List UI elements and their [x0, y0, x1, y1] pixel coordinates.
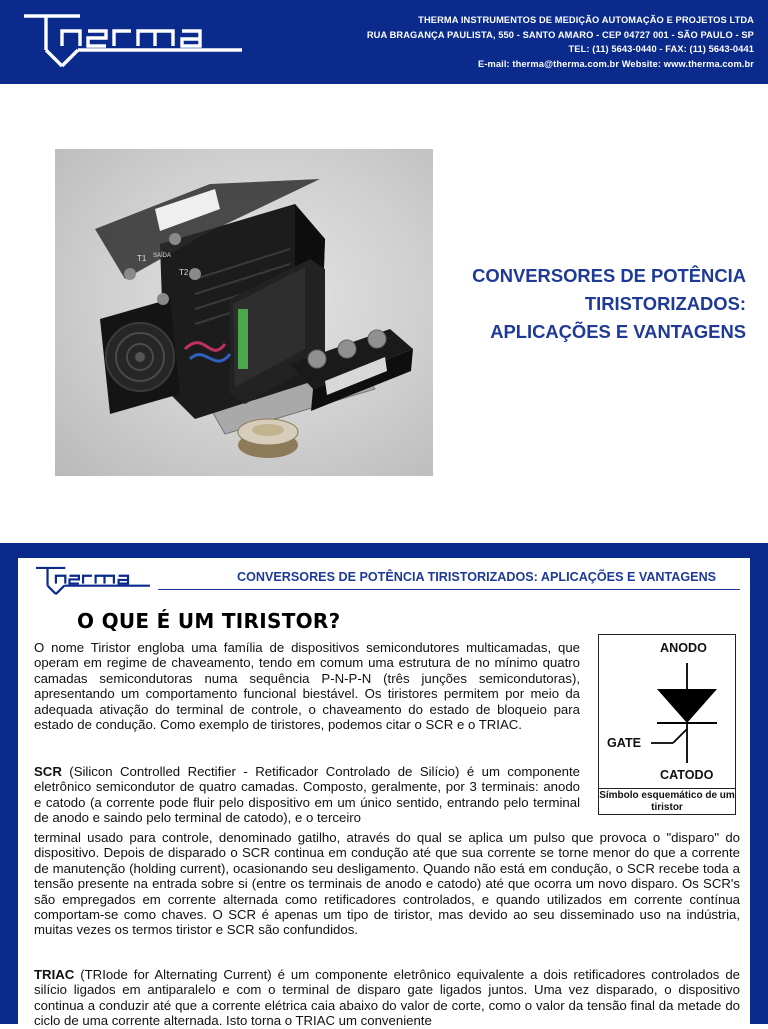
cover-title-line-2: TIRISTORIZADOS: — [584, 293, 746, 314]
paragraph-scr-text: (Silicon Controlled Rectifier - Retificador Controlado de Silício) é um componente eletrônico semicondutor de quatro camadas. Composto, geralmente, por 3 terminais: anodo e catodo (a corrente pode fluir pelo dispositivo em um único sentido, entrando pelo terminal de anodo e saindo pelo terminal de catodo), e o terceiro — [34, 764, 580, 826]
company-address: RUA BRAGANÇA PAULISTA, 550 - SANTO AMARO - CEP 04727 001 - SÃO PAULO - SP — [366, 29, 754, 40]
photo-label-t1: T1 — [137, 254, 147, 263]
cover-title-line-1: CONVERSORES DE POTÊNCIA — [472, 265, 746, 286]
cover-title — [472, 262, 746, 346]
paragraph-scr-part1 — [34, 764, 580, 826]
paragraph-scr-part2: terminal usado para controle, denominado gatilho, através do qual se aplica um pulso que provoca o "disparo" do dispositivo. Depois de disparado o SCR continua em condução até que sua corrente se torne menor do que a corrente de manutenção (holding current), ocasionando seu desligamento. Quando não está em condução, o SCR recebe toda a tensão presente na entrada sobre si (entre os terminais de anodo e catodo) até que ocorra um novo disparo. Os SCR's são empregados em corrente alternada como retificadores controlados, e quando utilizados em corrente contínua comportam-se como chaves. O SCR é apenas um tipo de tiristor, mas devido ao seu disseminado uso na indústria, muitas vezes os termos tiristor e SCR são confundidos. — [34, 830, 740, 938]
cover-title-line-3: APLICAÇÕES E VANTAGENS — [490, 321, 746, 342]
gate-label: GATE — [607, 736, 642, 750]
term-scr: SCR — [34, 764, 62, 779]
product-photo — [55, 149, 433, 476]
company-phone: TEL: (11) 5643-0440 - FAX: (11) 5643-0441 — [568, 44, 754, 55]
term-triac: TRIAC — [34, 967, 75, 982]
paragraph-tiristor-intro: O nome Tiristor engloba uma família de dispositivos semicondutores multicamadas, que operam em regime de chaveamento, tendo em comum uma estrutura de no mínimo quatro camadas semicondutoras numa sequência P-N-P-N (três junções semicondutoras), apresentando um comportamento funcional biestável. Os tiristores permitem por meio da adequada ativação do terminal de controle, o chaveamento do estado de bloqueio para estado de condução. Como exemplo de tiristores, podemos citar o SCR e o TRIAC. — [34, 640, 580, 733]
header-divider — [158, 589, 740, 590]
company-name: THERMA INSTRUMENTOS DE MEDIÇÃO AUTOMAÇÃO E PROJETOS LTDA — [418, 15, 754, 25]
symbol-caption-divider — [599, 788, 735, 789]
thyristor-symbol-icon — [599, 635, 735, 789]
symbol-caption: Símbolo esquemático de um tiristor — [599, 790, 735, 813]
page2-header-title: CONVERSORES DE POTÊNCIA TIRISTORIZADOS: APLICAÇÕES E VANTAGENS — [237, 570, 717, 584]
photo-label-saida: SAÍDA — [153, 253, 172, 259]
catodo-label: CATODO — [660, 768, 714, 782]
therma-logo-small — [35, 565, 151, 597]
therma-logo — [22, 12, 244, 70]
company-contact: E-mail: therma@therma.com.br Website: www.therma.com.br — [478, 58, 754, 69]
thyristor-converter-illustration — [55, 149, 433, 476]
photo-label-t2: T2 — [179, 268, 189, 277]
anodo-label: ANODO — [660, 641, 707, 655]
company-info — [367, 13, 754, 71]
paragraph-triac-text: (TRIode for Alternating Current) é um componente eletrônico equivalente a dois retificadores controlados de silício ligados em antiparalelo e com o terminal de disparo gate ligados juntos. Uma vez disparado, o dispositivo continua a conduzir até que a corrente elétrica caia abaixo do valor de corte, como o valor da tensão final da metade do ciclo de uma corrente alternada. Isto torna o TRIAC um conveniente — [34, 967, 740, 1029]
section-title: O QUE É UM TIRISTOR? — [77, 609, 341, 633]
paragraph-triac — [34, 967, 740, 1029]
